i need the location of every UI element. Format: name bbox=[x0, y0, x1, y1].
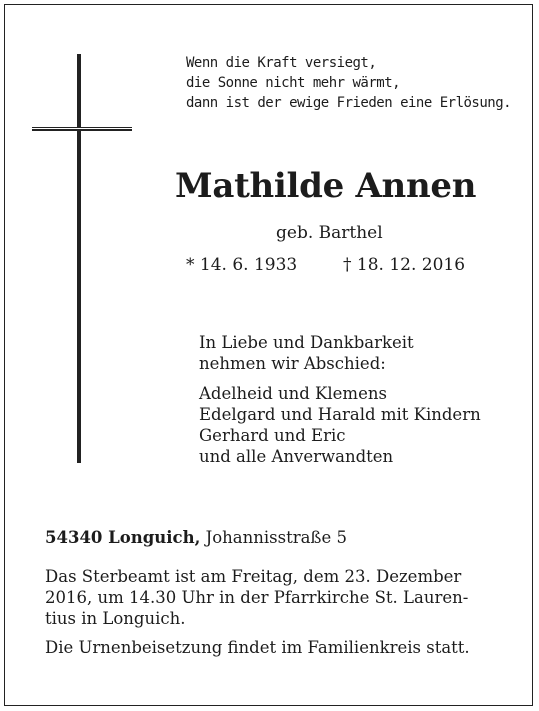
deceased-name: Mathilde Annen bbox=[175, 166, 477, 206]
birth-date: * 14. 6. 1933 bbox=[186, 255, 298, 275]
farewell-text bbox=[199, 332, 414, 374]
service-line: Das Sterbeamt ist am Freitag, dem 23. Dezember bbox=[45, 567, 462, 586]
maiden-name: geb. Barthel bbox=[276, 223, 383, 243]
mourner-entry: und alle Anverwandten bbox=[199, 447, 394, 466]
memorial-motto bbox=[186, 53, 511, 113]
cross-vertical-bar bbox=[77, 54, 81, 463]
farewell-line: nehmen wir Abschied: bbox=[199, 354, 386, 373]
mourner-entry: Edelgard und Harald mit Kindern bbox=[199, 405, 481, 424]
cross-horizontal-bar bbox=[32, 127, 132, 131]
service-notice bbox=[45, 566, 497, 629]
urn-notice: Die Urnenbeisetzung findet im Familienkreis statt. bbox=[45, 638, 470, 657]
service-line: tius in Longuich. bbox=[45, 609, 186, 628]
farewell-line: In Liebe und Dankbarkeit bbox=[199, 333, 414, 352]
mourners-list bbox=[199, 383, 481, 467]
motto-line: die Sonne nicht mehr wärmt, bbox=[186, 75, 401, 91]
mourner-entry: Adelheid und Klemens bbox=[199, 384, 387, 403]
mourner-entry: Gerhard und Eric bbox=[199, 426, 346, 445]
death-date: † 18. 12. 2016 bbox=[343, 255, 466, 275]
motto-line: Wenn die Kraft versiegt, bbox=[186, 55, 377, 71]
service-line: 2016, um 14.30 Uhr in der Pfarrkirche St. Lauren- bbox=[45, 588, 469, 607]
motto-line: dann ist der ewige Frieden eine Erlösung. bbox=[186, 95, 512, 111]
family-address bbox=[45, 528, 347, 547]
address-street: Johannisstraße 5 bbox=[200, 528, 347, 547]
address-town: 54340 Longuich, bbox=[45, 528, 201, 547]
